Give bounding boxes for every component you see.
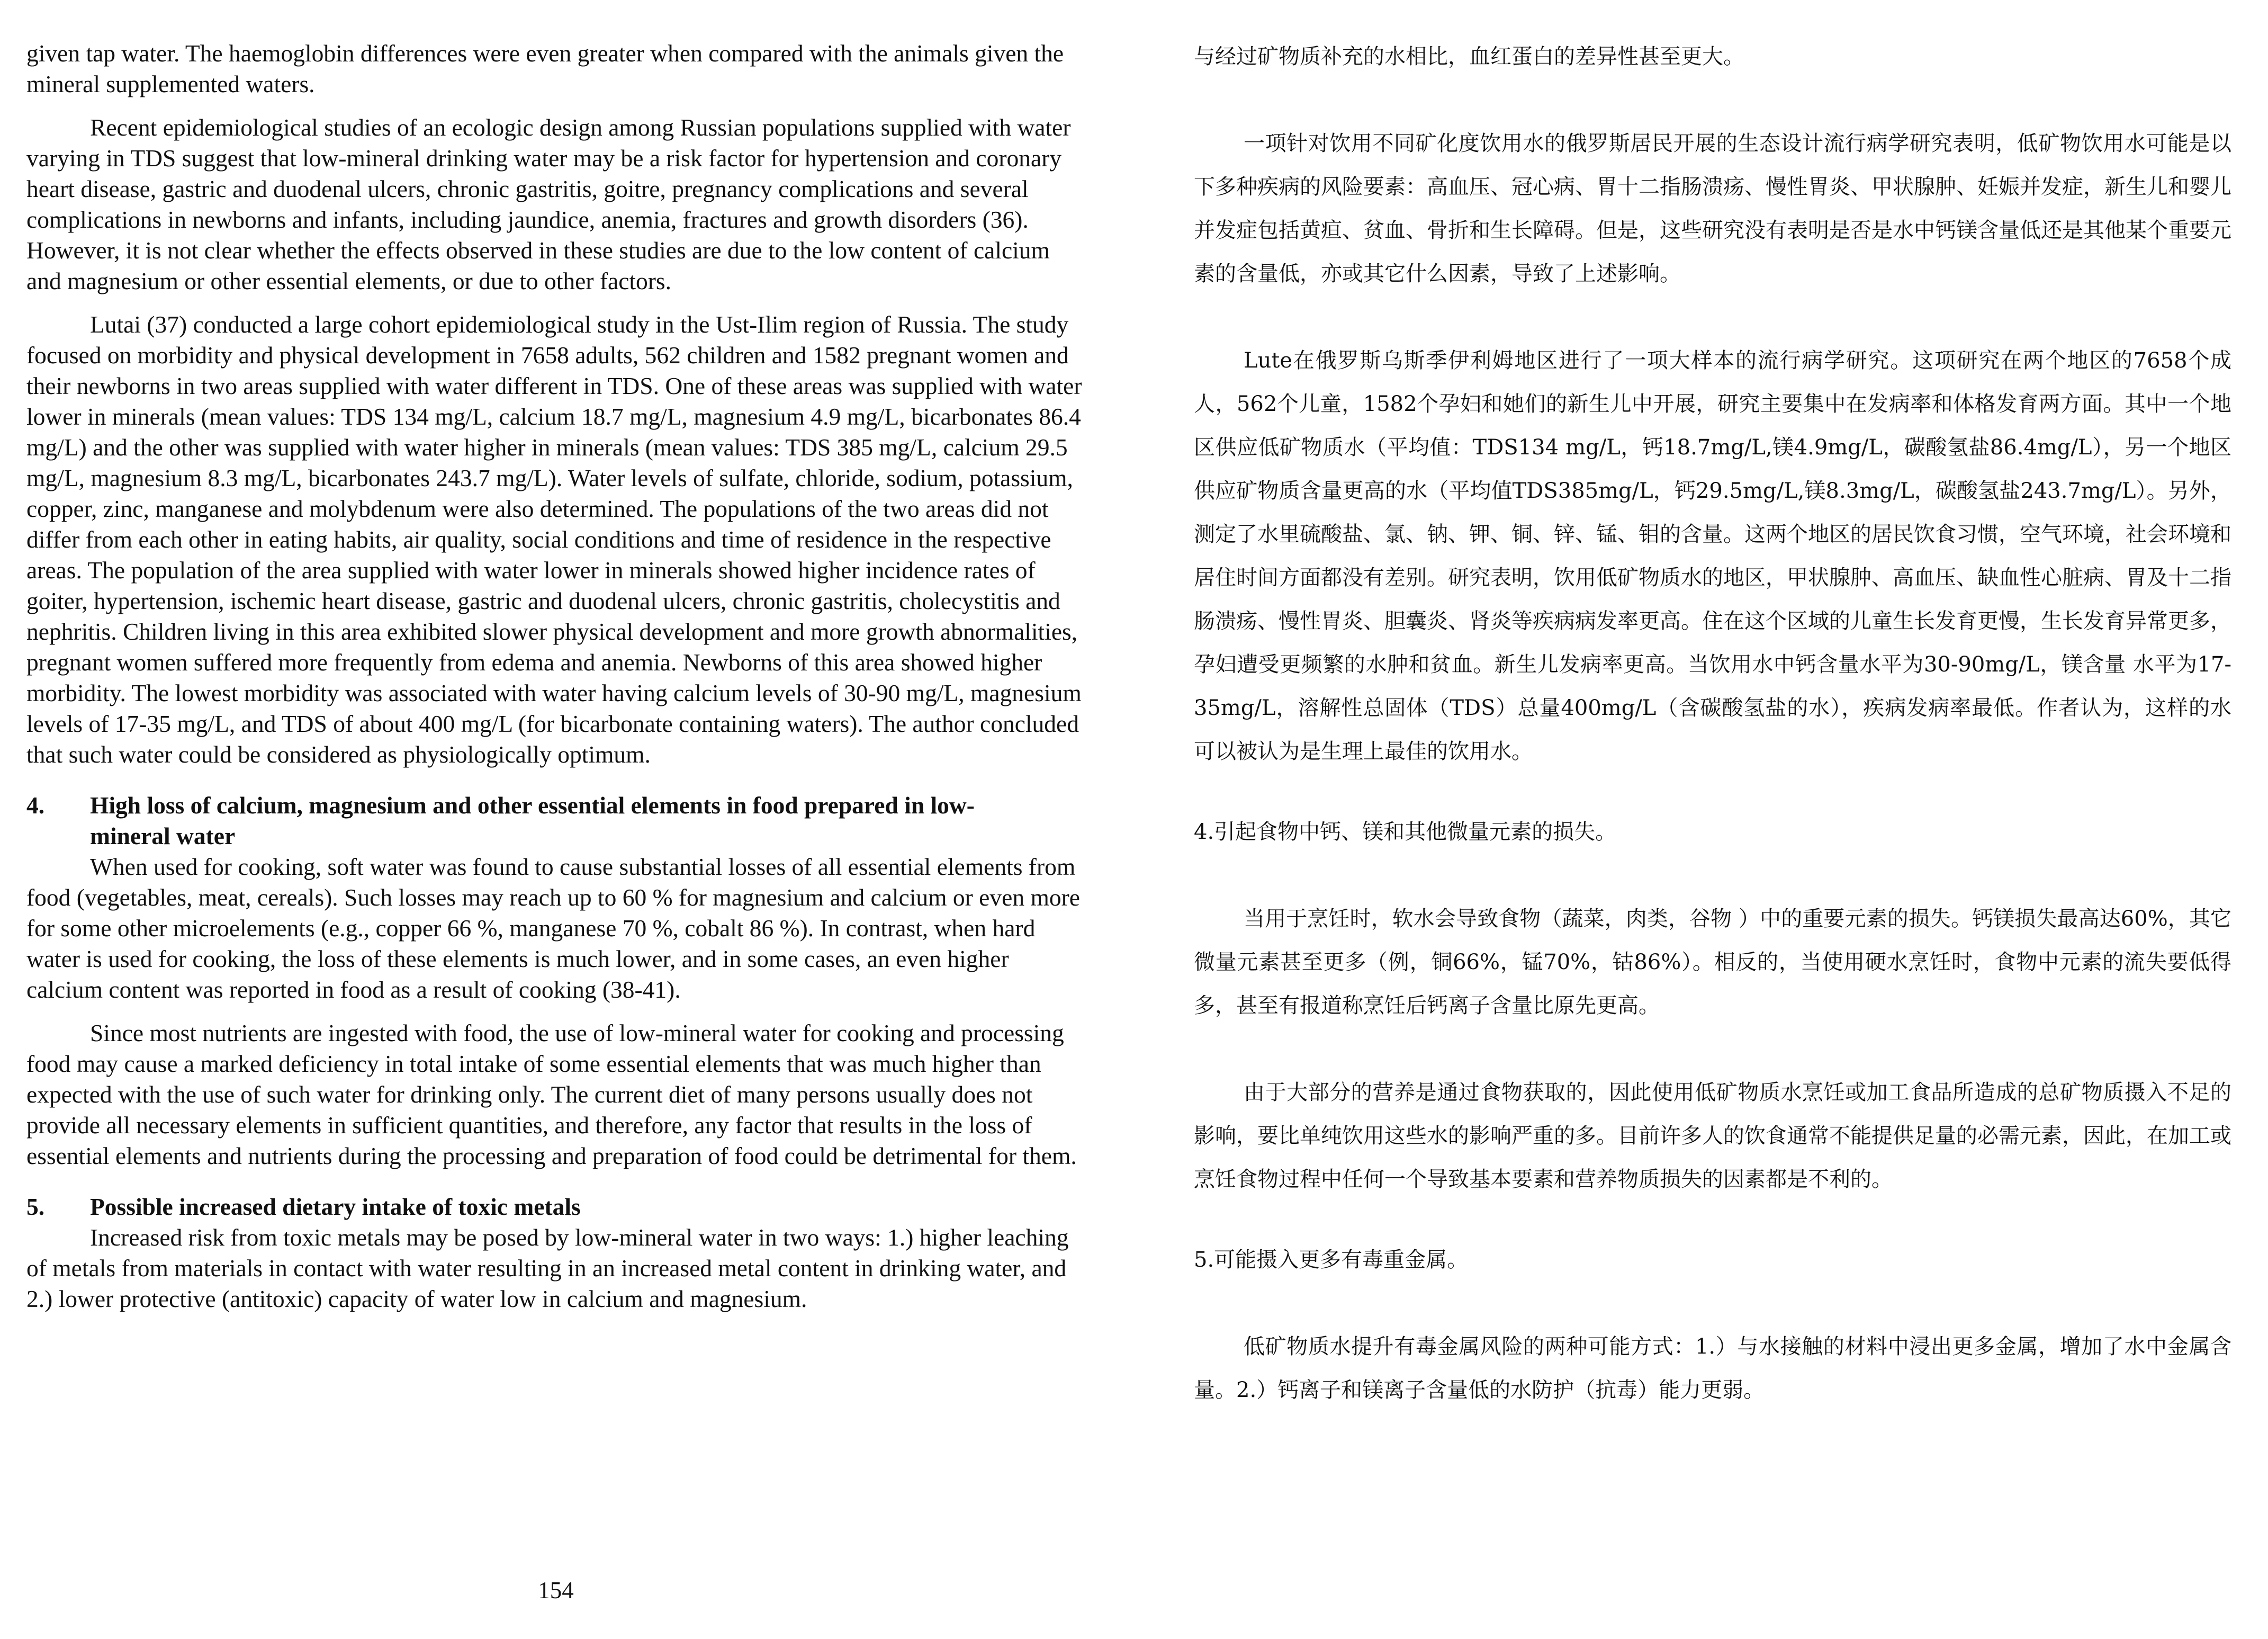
- section-5-number: 5.: [26, 1193, 45, 1220]
- chinese-section-4-heading: 4.引起食物中钙、镁和其他微量元素的损失。: [1194, 820, 1617, 844]
- chinese-paragraph-toxic-metals: 低矿物质水提升有毒金属风险的两种可能方式：1.）与水接触的材料中浸出更多金属，增加了水中金属含量。2.）钙离子和镁离子含量低的水防护（抗毒）能力更弱。: [1194, 1335, 2231, 1402]
- chinese-paragraph-russian-studies: 一项针对饮用不同矿化度饮用水的俄罗斯居民开展的生态设计流行病学研究表明，低矿物饮用水可能是以下多种疾病的风险要素：高血压、冠心病、胃十二指肠溃疡、慢性胃炎、甲状腺肿、妊娠并发症，新生儿和婴儿并发症包括黄疸、贫血、骨折和生长障碍。但是，这些研究没有表明是否是水中钙镁含量低还是其他某个重要元素的含量低，亦或其它什么因素，导致了上述影响。: [1194, 131, 2231, 286]
- english-paragraph-nutrients: Since most nutrients are ingested with food, the use of low-mineral water for cooking and processing food may cause a marked deficiency in total intake of some essential elements that was much higher than expected with the use of such water for drinking only. The current diet of many persons usually does not provide all necessary elements in sufficient quantities, and therefore, any factor that results in the loss of essential elements and nutrients during the processing and preparation of food could be detrimental for them.: [26, 1019, 1077, 1169]
- english-paragraph-russian-studies: Recent epidemiological studies of an ecologic design among Russian populations supplied with water varying in TDS suggest that low-mineral drinking water may be a risk factor for hypertension and coronary heart disease, gastric and duodenal ulcers, chronic gastritis, goitre, pregnancy complications and several complications in newborns and infants, including jaundice, anemia, fractures and growth disorders (36). However, it is not clear whether the effects observed in these studies are due to the low content of calcium and magnesium or other essential elements, or due to other factors.: [26, 114, 1071, 294]
- chinese-paragraph-intro: 与经过矿物质补充的水相比，血红蛋白的差异性甚至更大。: [1194, 44, 1744, 69]
- paragraph-spacer: [1194, 773, 2231, 810]
- english-paragraph-lutai-study: Lutai (37) conducted a large cohort epidemiological study in the Ust-Ilim region of Russia. The study focused on morbidity and physical development in 7658 adults, 562 children and 1582 pregnant women and their newborns in two areas supplied with water different in TDS. One of these areas was supplied with water lower in minerals (mean values: TDS 134 mg/L, calcium 18.7 mg/L, magnesium 4.9 mg/L, bicarbonates 86.4 mg/L) and the other was supplied with water higher in minerals (mean values: TDS 385 mg/L, calcium 29.5 mg/L, magnesium 8.3 mg/L, bicarbonates 243.7 mg/L). Water levels of sulfate, chloride, sodium, potassium, copper, zinc, manganese and molybdenum were also determined. The populations of the two areas did not differ from each other in eating habits, air quality, social conditions and time of residence in the respective areas. The population of the area supplied with water lower in minerals showed higher incidence rates of goiter, hypertension, ischemic heart disease, gastric and duodenal ulcers, chronic gastritis, cholecystitis and nephritis. Children living in this area exhibited slower physical development and more growth abnormalities, pregnant women suffered more frequently from edema and anemia. Newborns of this area showed higher morbidity. The lowest morbidity was associated with water having calcium levels of 30-90 mg/L, magnesium levels of 17-35 mg/L, and TDS of about 400 mg/L (for bicarbonate containing waters). The author concluded that such water could be considered as physiologically optimum.: [26, 311, 1082, 768]
- english-paragraph-cooking: When used for cooking, soft water was found to cause substantial losses of all essential elements from food (vegetables, meat, cereals). Such losses may reach up to 60 % for magnesium and calcium or even more for some other microelements (e.g., copper 66 %, manganese 70 %, cobalt 86 %). In contrast, when hard water is used for cooking, the loss of these elements is much lower, and in some cases, an even higher calcium content was reported in food as a result of cooking (38-41).: [26, 853, 1080, 1003]
- chinese-page: [1194, 0, 2231, 1639]
- english-page: [0, 0, 1133, 1639]
- chinese-section-5-heading: 5.可能摄入更多有毒重金属。: [1194, 1248, 1469, 1272]
- english-section-4-heading: [26, 790, 1091, 852]
- paragraph-spacer: [1194, 854, 2231, 897]
- chinese-paragraph-nutrients: 由于大部分的营养是通过食物获取的，因此使用低矿物质水烹饪或加工食品所造成的总矿物质摄入不足的影响，要比单纯饮用这些水的影响严重的多。目前许多人的饮食通常不能提供足量的必需元素，因此，在加工或烹饪食物过程中任何一个导致基本要素和营养物质损失的因素都是不利的。: [1194, 1080, 2231, 1192]
- chinese-paragraph-cooking: 当用于烹饪时，软水会导致食物（蔬菜，肉类，谷物 ）中的重要元素的损失。钙镁损失最高达60%，其它微量元素甚至更多（例，铜66%，锰70%，钴86%）。相反的，当使用硬水烹饪时，食物中元素的流失要低得多，甚至有报道称烹饪后钙离子含量比原先更高。: [1194, 907, 2231, 1018]
- section-4-number: 4.: [26, 792, 45, 819]
- english-paragraph-intro: given tap water. The haemoglobin differences were even greater when compared with the animals given the mineral supplemented waters.: [26, 40, 1064, 97]
- chinese-paragraph-lutai-study: Lute在俄罗斯乌斯季伊利姆地区进行了一项大样本的流行病学研究。这项研究在两个地区的7658个成人，562个儿童，1582个孕妇和她们的新生儿中开展，研究主要集中在发病率和体格发育两方面。其中一个地区供应低矿物质水（平均值：TDS134 mg/L，钙18.7mg/L,镁4.9mg/L，碳酸氢盐86.4mg/L），另一个地区供应矿物质含量更高的水（平均值TDS385mg/L，钙29.5mg/L,镁8.3mg/L，碳酸氢盐243.7mg/L）。另外，测定了水里硫酸盐、氯、钠、钾、铜、锌、锰、钼的含量。这两个地区的居民饮食习惯，空气环境，社会环境和居住时间方面都没有差别。研究表明，饮用低矿物质水的地区，甲状腺肿、高血压、缺血性心脏病、胃及十二指肠溃疡、慢性胃炎、胆囊炎、肾炎等疾病病发率更高。住在这个区域的儿童生长发育更慢，生长发育异常更多，孕妇遭受更频繁的水肿和贫血。新生儿发病率更高。当饮用水中钙含量水平为30-90mg/L，镁含量 水平为17-35mg/L，溶解性总固体（TDS）总量400mg/L（含碳酸氢盐的水），疾病发病率最低。作者认为，这样的水可以被认为是生理上最佳的饮用水。: [1194, 348, 2231, 764]
- english-text-column: [26, 38, 1091, 1314]
- page-number: 154: [538, 1577, 574, 1604]
- paragraph-spacer: [1194, 78, 2231, 122]
- paragraph-spacer: [1194, 295, 2231, 339]
- paragraph-spacer: [1194, 1027, 2231, 1071]
- paragraph-spacer: [1194, 1282, 2231, 1325]
- paragraph-spacer: [1194, 1201, 2231, 1238]
- section-4-title: High loss of calcium, magnesium and other essential elements in food prepared in low-mineral water: [90, 792, 975, 849]
- english-section-5-heading: [26, 1192, 1091, 1222]
- english-paragraph-toxic-metals: Increased risk from toxic metals may be posed by low-mineral water in two ways: 1.) higher leaching of metals from materials in contact with water resulting in an increased metal content in drinking water, and 2.) lower protective (antitoxic) capacity of water low in calcium and magnesium.: [26, 1224, 1069, 1312]
- section-5-title: Possible increased dietary intake of toxic metals: [90, 1193, 581, 1220]
